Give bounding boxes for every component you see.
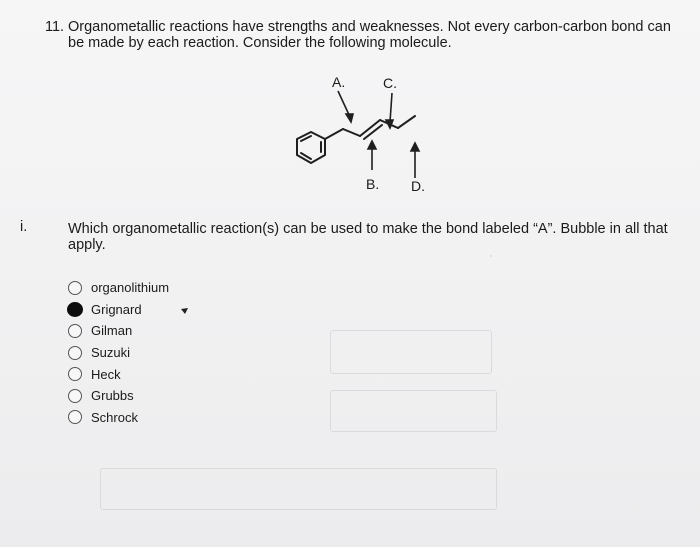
option-label: Grubbs xyxy=(91,388,134,404)
option-organolithium[interactable] xyxy=(68,277,169,299)
subquestion-marker: i. xyxy=(20,219,28,235)
cursor-mark-icon xyxy=(181,308,188,315)
answer-bubble[interactable] xyxy=(68,346,82,360)
answer-bubble-filled[interactable] xyxy=(67,302,83,317)
label-c: C. xyxy=(383,75,397,91)
bond-b-double-inner xyxy=(364,125,382,139)
option-label: Gilman xyxy=(91,323,133,339)
bleed-through-box xyxy=(330,330,492,374)
option-label: Heck xyxy=(91,366,121,382)
arrow-a-head xyxy=(346,114,353,122)
answer-bubble[interactable] xyxy=(68,367,82,381)
answer-bubble[interactable] xyxy=(68,389,82,403)
answer-bubble[interactable] xyxy=(68,324,82,338)
option-label: Schrock xyxy=(91,409,138,425)
answer-bubble[interactable] xyxy=(68,281,82,295)
bond-ring-to-ch2 xyxy=(325,129,343,139)
question-number: 11. xyxy=(45,19,65,35)
option-heck[interactable] xyxy=(68,363,169,385)
molecule-structure-diagram xyxy=(280,66,450,196)
question-text: Organometallic reactions have strengths and weaknesses. Not every carbon-carbon bond can be made by each reaction. Consider the following molecule. xyxy=(68,19,671,51)
option-label: Grignard xyxy=(91,301,142,317)
arrow-c xyxy=(390,93,392,122)
option-schrock[interactable] xyxy=(68,407,169,429)
bleed-through-artifact xyxy=(490,255,492,257)
bleed-through-box xyxy=(330,390,497,432)
label-a: A. xyxy=(332,74,346,90)
answer-options xyxy=(68,277,169,428)
answer-bubble[interactable] xyxy=(68,410,82,424)
label-d: D. xyxy=(411,178,425,194)
option-suzuki[interactable] xyxy=(68,342,169,364)
option-grignard[interactable] xyxy=(68,299,169,321)
arrow-a xyxy=(338,91,350,117)
arrow-d-head xyxy=(411,143,419,151)
bond-d xyxy=(398,116,415,128)
option-label: Suzuki xyxy=(91,345,131,361)
arrow-b-head xyxy=(368,141,376,149)
option-grubbs[interactable] xyxy=(68,385,169,407)
option-gilman[interactable] xyxy=(68,320,169,342)
option-label: organolithium xyxy=(91,280,170,296)
label-b: B. xyxy=(366,176,380,192)
bond-a xyxy=(343,129,360,136)
subquestion-text: Which organometallic reaction(s) can be used to make the bond labeled “A”. Bubble in all that apply. xyxy=(68,221,668,253)
bleed-through-box xyxy=(100,468,497,510)
